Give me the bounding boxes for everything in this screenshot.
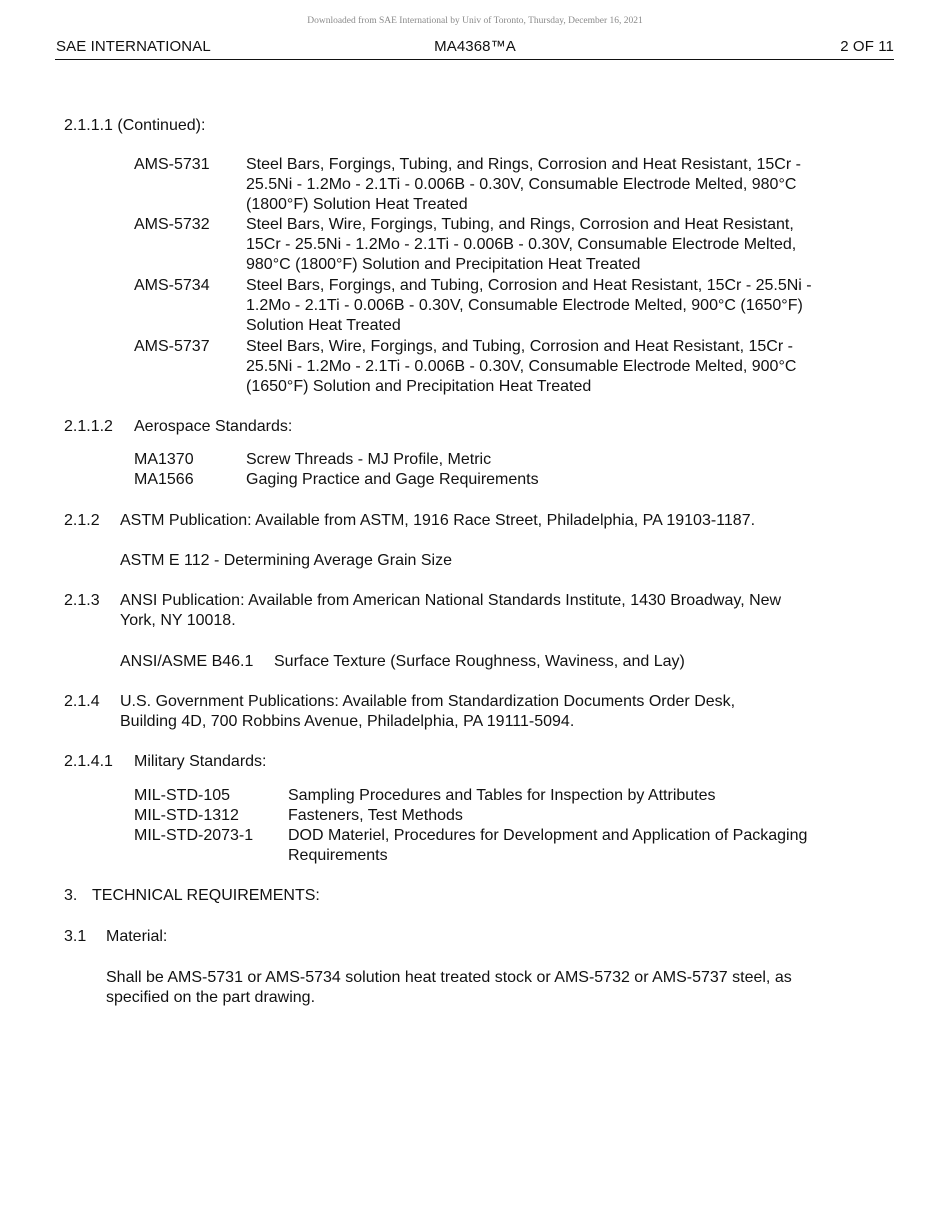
ams-desc-line: Steel Bars, Wire, Forgings, Tubing, and Rings, Corrosion and Heat Resistant, [246,216,794,233]
ams-desc-line: Solution Heat Treated [246,317,401,334]
standard-desc: Gaging Practice and Gage Requirements [246,471,539,488]
ams-desc-line: Steel Bars, Forgings, Tubing, and Rings, Corrosion and Heat Resistant, 15Cr - [246,156,801,173]
section-text-line: Building 4D, 700 Robbins Avenue, Philadelphia, PA 19111-5094. [120,713,575,730]
mil-std-desc: Fasteners, Test Methods [288,807,463,824]
standard-code: MA1566 [134,471,194,488]
section-text-line: York, NY 10018. [120,612,236,629]
ams-code: AMS-5734 [134,277,210,294]
ams-desc-line: 1.2Mo - 2.1Ti - 0.006B - 0.30V, Consumable Electrode Melted, 900°C (1650°F) [246,297,803,314]
mil-std-desc: Sampling Procedures and Tables for Inspection by Attributes [288,787,716,804]
mil-std-desc: DOD Materiel, Procedures for Development and Application of Packaging [288,827,808,844]
section-title: Military Standards: [134,753,267,770]
ams-desc-line: 15Cr - 25.5Ni - 1.2Mo - 2.1Ti - 0.006B - 0.30V, Consumable Electrode Melted, [246,236,797,253]
ansi-item-code: ANSI/ASME B46.1 [120,653,254,670]
ams-code: AMS-5731 [134,156,210,173]
header-org: SAE INTERNATIONAL [56,38,211,55]
section-number: 2.1.3 [64,592,100,609]
material-text-line: specified on the part drawing. [106,989,316,1006]
astm-item: ASTM E 112 - Determining Average Grain Size [120,552,452,569]
material-text-line: Shall be AMS-5731 or AMS-5734 solution heat treated stock or AMS-5732 or AMS-5737 steel, as [106,969,792,986]
header-rule [55,59,894,60]
ams-desc-line: (1650°F) Solution and Precipitation Heat Treated [246,378,592,395]
ansi-item-desc: Surface Texture (Surface Roughness, Waviness, and Lay) [274,653,685,670]
section-text-line: ANSI Publication: Available from American National Standards Institute, 1430 Broadway, New [120,592,782,609]
section-number: 2.1.1.2 [64,418,113,435]
section-text: ASTM Publication: Available from ASTM, 1916 Race Street, Philadelphia, PA 19103-1187. [120,512,756,529]
standard-code: MA1370 [134,451,194,468]
download-watermark: Downloaded from SAE International by Univ of Toronto, Thursday, December 16, 2021 [307,16,643,26]
mil-std-code: MIL-STD-2073-1 [134,827,254,844]
mil-std-desc: Requirements [288,847,388,864]
section-number: 2.1.2 [64,512,100,529]
section-title: TECHNICAL REQUIREMENTS: [92,887,320,904]
mil-std-code: MIL-STD-1312 [134,807,239,824]
section-title: Aerospace Standards: [134,418,293,435]
ams-code: AMS-5732 [134,216,210,233]
ams-desc-line: (1800°F) Solution Heat Treated [246,196,468,213]
header-doc-number: MA4368™A [434,38,516,55]
mil-std-code: MIL-STD-105 [134,787,231,804]
standard-desc: Screw Threads - MJ Profile, Metric [246,451,492,468]
ams-code: AMS-5737 [134,338,210,355]
section-number: 3.1 [64,928,87,945]
section-title: Material: [106,928,168,945]
section-2-1-1-1-heading: 2.1.1.1 (Continued): [64,117,206,134]
section-number: 2.1.4.1 [64,753,113,770]
section-number: 3. [64,887,78,904]
ams-desc-line: 25.5Ni - 1.2Mo - 2.1Ti - 0.006B - 0.30V, Consumable Electrode Melted, 900°C [246,358,797,375]
ams-desc-line: 25.5Ni - 1.2Mo - 2.1Ti - 0.006B - 0.30V, Consumable Electrode Melted, 980°C [246,176,797,193]
ams-desc-line: Steel Bars, Forgings, and Tubing, Corrosion and Heat Resistant, 15Cr - 25.5Ni - [246,277,812,294]
section-number: 2.1.4 [64,693,100,710]
ams-desc-line: Steel Bars, Wire, Forgings, and Tubing, Corrosion and Heat Resistant, 15Cr - [246,338,793,355]
ams-desc-line: 980°C (1800°F) Solution and Precipitation Heat Treated [246,256,641,273]
header-page-number: 2 OF 11 [840,38,894,55]
section-text-line: U.S. Government Publications: Available from Standardization Documents Order Desk, [120,693,736,710]
